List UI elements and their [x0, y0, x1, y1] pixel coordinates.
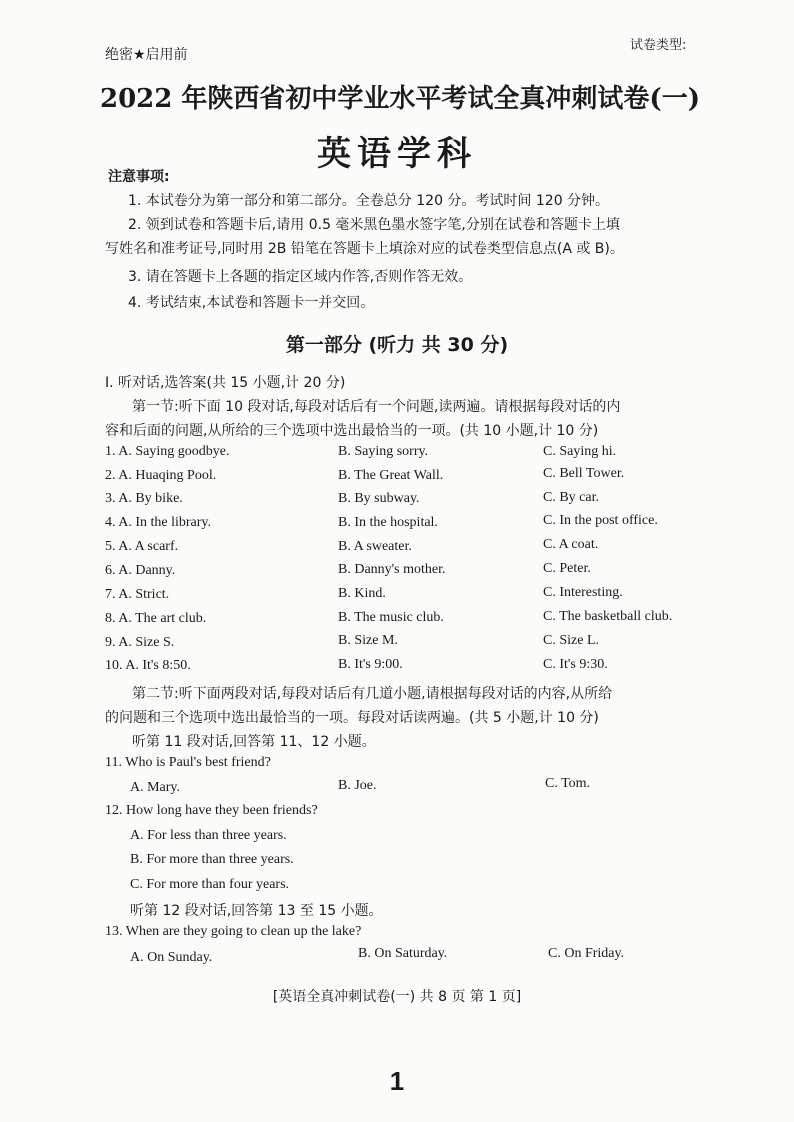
notice-item: 1. 本试卷分为第一部分和第二部分。全卷总分 120 分。考试时间 120 分钟。 — [128, 193, 610, 209]
question-8-option-c: C. The basketball club. — [543, 609, 673, 624]
question-12-option-c: C. For more than four years. — [130, 877, 290, 892]
question-13-option-b: B. On Saturday. — [358, 946, 448, 961]
question-6-option-b: B. Danny's mother. — [338, 562, 446, 577]
confidential-label: 绝密★启用前 — [105, 47, 188, 63]
question-3-option-c: C. By car. — [543, 490, 599, 505]
question-5-option-a: 5. A. A scarf. — [105, 539, 179, 554]
dialog-12-instruction: 听第 12 段对话,回答第 13 至 15 小题。 — [130, 903, 383, 919]
question-6-option-a: 6. A. Danny. — [105, 563, 176, 578]
question-12: 12. How long have they been friends? — [105, 803, 318, 818]
question-7-option-a: 7. A. Strict. — [105, 587, 170, 602]
question-10-option-a: 10. A. It's 8:50. — [105, 658, 191, 673]
question-5-option-c: C. A coat. — [543, 537, 599, 552]
question-7-option-c: C. Interesting. — [543, 585, 623, 600]
question-2-option-a: 2. A. Huaqing Pool. — [105, 468, 217, 483]
question-11-option-c: C. Tom. — [545, 776, 591, 791]
section1-intro: 第一节:听下面 10 段对话,每段对话后有一个问题,读两遍。请根据每段对话的内 — [132, 399, 621, 415]
dialog-11-instruction: 听第 11 段对话,回答第 11、12 小题。 — [132, 734, 376, 750]
question-11-option-a: A. Mary. — [130, 780, 181, 795]
section1-intro: 容和后面的问题,从所给的三个选项中选出最恰当的一项。(共 10 小题,计 10 分) — [105, 423, 599, 439]
notice-heading: 注意事项: — [108, 169, 170, 185]
page-number: 1 — [389, 1066, 405, 1096]
question-6-option-c: C. Peter. — [543, 561, 591, 576]
question-12-option-b: B. For more than three years. — [130, 852, 294, 867]
exam-title: 2022 年陕西省初中学业水平考试全真冲刺试卷(一) — [100, 84, 701, 114]
question-11-option-b: B. Joe. — [338, 778, 377, 793]
question-12-option-a: A. For less than three years. — [130, 828, 287, 843]
question-13: 13. When are they going to clean up the lake? — [105, 924, 362, 939]
question-3-option-b: B. By subway. — [338, 491, 420, 506]
notice-item: 写姓名和准考证号,同时用 2B 铅笔在答题卡上填涂对应的试卷类型信息点(A 或 B)。 — [105, 241, 624, 257]
question-13-option-a: A. On Sunday. — [130, 950, 213, 965]
question-8-option-b: B. The music club. — [338, 610, 444, 625]
question-9-option-a: 9. A. Size S. — [105, 635, 175, 650]
question-10-option-c: C. It's 9:30. — [543, 657, 608, 672]
notice-item: 4. 考试结束,本试卷和答题卡一并交回。 — [128, 295, 375, 311]
question-2-option-b: B. The Great Wall. — [338, 468, 444, 483]
paper-type-label: 试卷类型: — [630, 38, 687, 53]
question-3-option-a: 3. A. By bike. — [105, 491, 183, 506]
question-1-option-b: B. Saying sorry. — [338, 444, 429, 459]
question-1-option-c: C. Saying hi. — [543, 444, 617, 459]
question-1-option-a: 1. A. Saying goodbye. — [105, 444, 230, 459]
question-4-option-b: B. In the hospital. — [338, 515, 438, 530]
page-footer: [英语全真冲刺试卷(一) 共 8 页 第 1 页] — [272, 989, 522, 1005]
section2-intro: 的问题和三个选项中选出最恰当的一项。每段对话读两遍。(共 5 小题,计 10 分) — [105, 710, 599, 726]
question-4-option-a: 4. A. In the library. — [105, 515, 212, 530]
question-10-option-b: B. It's 9:00. — [338, 657, 403, 672]
question-4-option-c: C. In the post office. — [543, 513, 658, 528]
section-heading: Ⅰ. 听对话,选答案(共 15 小题,计 20 分) — [105, 375, 346, 391]
part-one-title: 第一部分 (听力 共 30 分) — [285, 334, 509, 356]
question-9-option-b: B. Size M. — [338, 633, 398, 648]
question-9-option-c: C. Size L. — [543, 633, 599, 648]
subject-title: 英语学科 — [317, 134, 477, 174]
question-2-option-c: C. Bell Tower. — [543, 466, 625, 481]
question-13-option-c: C. On Friday. — [548, 946, 625, 961]
section2-intro: 第二节:听下面两段对话,每段对话后有几道小题,请根据每段对话的内容,从所给 — [132, 686, 613, 702]
question-11: 11. Who is Paul's best friend? — [105, 755, 271, 770]
question-8-option-a: 8. A. The art club. — [105, 611, 207, 626]
question-5-option-b: B. A sweater. — [338, 539, 412, 554]
notice-item: 2. 领到试卷和答题卡后,请用 0.5 毫米黑色墨水签字笔,分别在试卷和答题卡上填 — [128, 217, 620, 233]
question-7-option-b: B. Kind. — [338, 586, 386, 601]
notice-item: 3. 请在答题卡上各题的指定区域内作答,否则作答无效。 — [128, 269, 473, 285]
